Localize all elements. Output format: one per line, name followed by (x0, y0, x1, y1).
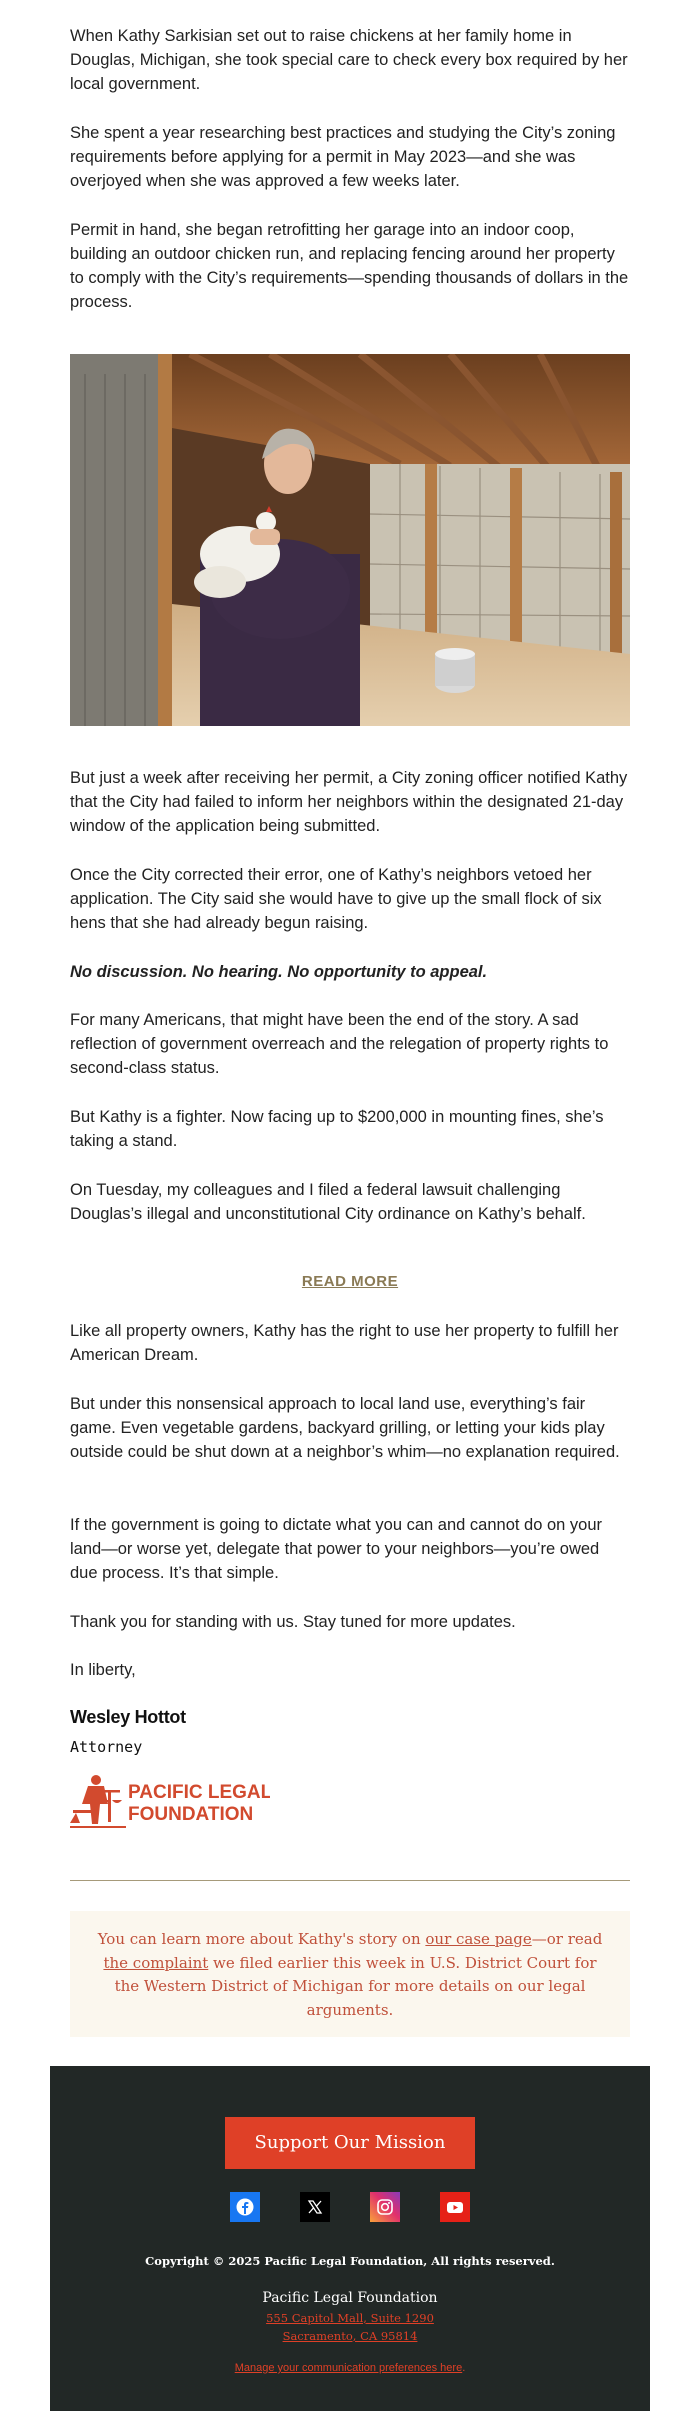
body-paragraph: But just a week after receiving her permit, a City zoning officer notified Kathy that the City had failed to inform her neighbors within the designated 21-day window of the application being submitted. (70, 769, 628, 835)
body-paragraph: But Kathy is a fighter. Now facing up to $200,000 in mounting fines, she’s taking a stand. (70, 1108, 604, 1150)
body-paragraph: On Tuesday, my colleagues and I filed a federal lawsuit challenging Douglas’s illegal and unconstitutional City ordinance on Kathy’s behalf. (70, 1181, 586, 1223)
x-glyph (307, 2199, 323, 2215)
logo-text-line1: PACIFIC LEGAL (128, 1782, 270, 1803)
footer (50, 2066, 650, 2411)
callout-text: we filed earlier this week in U.S. District Court for the Western District of Michigan for more details on our legal arguments. (114, 1953, 597, 2019)
instagram-glyph (376, 2198, 394, 2216)
support-our-mission-button[interactable]: Support Our Mission (225, 2117, 475, 2169)
logo-mark (70, 1770, 270, 1832)
manage-preferences-link[interactable]: Manage your communication preferences here (234, 2362, 463, 2374)
youtube-glyph (446, 2198, 464, 2216)
complaint-link[interactable]: the complaint (103, 1953, 209, 1972)
x-icon[interactable] (300, 2192, 330, 2222)
logo-text-line2: FOUNDATION (128, 1804, 254, 1825)
facebook-glyph (236, 2198, 254, 2216)
case-page-link[interactable]: our case page (425, 1930, 532, 1948)
body-paragraph: Like all property owners, Kathy has the right to use her property to fulfill her American Dream. (70, 1322, 619, 1364)
preferences-line (50, 2362, 650, 2374)
pacific-legal-foundation-logo (70, 1770, 270, 1832)
sign-off: In liberty, (70, 1661, 136, 1679)
address-line-1[interactable]: 555 Capitol Mall, Suite 1290 (266, 2311, 434, 2325)
body-paragraph: But under this nonsensical approach to local land use, everything’s fair game. Even vegetable gardens, backyard grilling, or letting your kids play outside could be shut down at a neighbor’s whim—no explanation required. (70, 1395, 620, 1461)
body-paragraph: She spent a year researching best practices and studying the City’s zoning requirements before applying for a permit in May 2023—and she was overjoyed when she was approved a few weeks later. (70, 124, 616, 190)
read-more-container (70, 1273, 630, 1290)
body-paragraph: Thank you for standing with us. Stay tuned for more updates. (70, 1613, 516, 1631)
facebook-icon[interactable] (230, 2192, 260, 2222)
org-name: Pacific Legal Foundation (262, 2290, 438, 2306)
callout-text: You can learn more about Kathy's story on (97, 1930, 426, 1948)
photo-kathy-with-chicken (70, 354, 630, 726)
instagram-icon[interactable] (370, 2192, 400, 2222)
read-more-link[interactable]: READ MORE (301, 1273, 399, 1290)
signature-name: Wesley Hottot (70, 1707, 186, 1727)
body-paragraph: For many Americans, that might have been the end of the story. A sad reflection of government overreach and the relegation of property rights to second-class status. (70, 1011, 609, 1077)
address-line-2[interactable]: Sacramento, CA 95814 (282, 2329, 418, 2343)
body-paragraph: If the government is going to dictate what you can and cannot do on your land—or worse yet, delegate that power to your neighbors—you’re owed due process. It’s that simple. (70, 1516, 603, 1582)
body-paragraph: Permit in hand, she began retrofitting her garage into an indoor coop, building an outdoor chicken run, and replacing fencing around her property to comply with the City’s requirements—spending thousands of dollars in the process. (70, 221, 629, 311)
youtube-icon[interactable] (440, 2192, 470, 2222)
signature-title: Attorney (70, 1738, 143, 1756)
section-divider (70, 1880, 630, 1881)
body-paragraph: Once the City corrected their error, one of Kathy’s neighbors vetoed her application. The City said she would have to give up the small flock of six hens that she had already begun raising. (70, 866, 602, 932)
case-callout (70, 1911, 630, 2037)
emphasis-paragraph: No discussion. No hearing. No opportunity to appeal. (70, 963, 488, 981)
copyright-text: Copyright © 2025 Pacific Legal Foundation, All rights reserved. (145, 2254, 555, 2268)
body-paragraph: When Kathy Sarkisian set out to raise chickens at her family home in Douglas, Michigan, she took special care to check every box required by her local government. (70, 27, 628, 93)
preferences-suffix: . (462, 2362, 466, 2374)
callout-text: —or read (531, 1930, 603, 1948)
photo-illustration (70, 354, 630, 726)
